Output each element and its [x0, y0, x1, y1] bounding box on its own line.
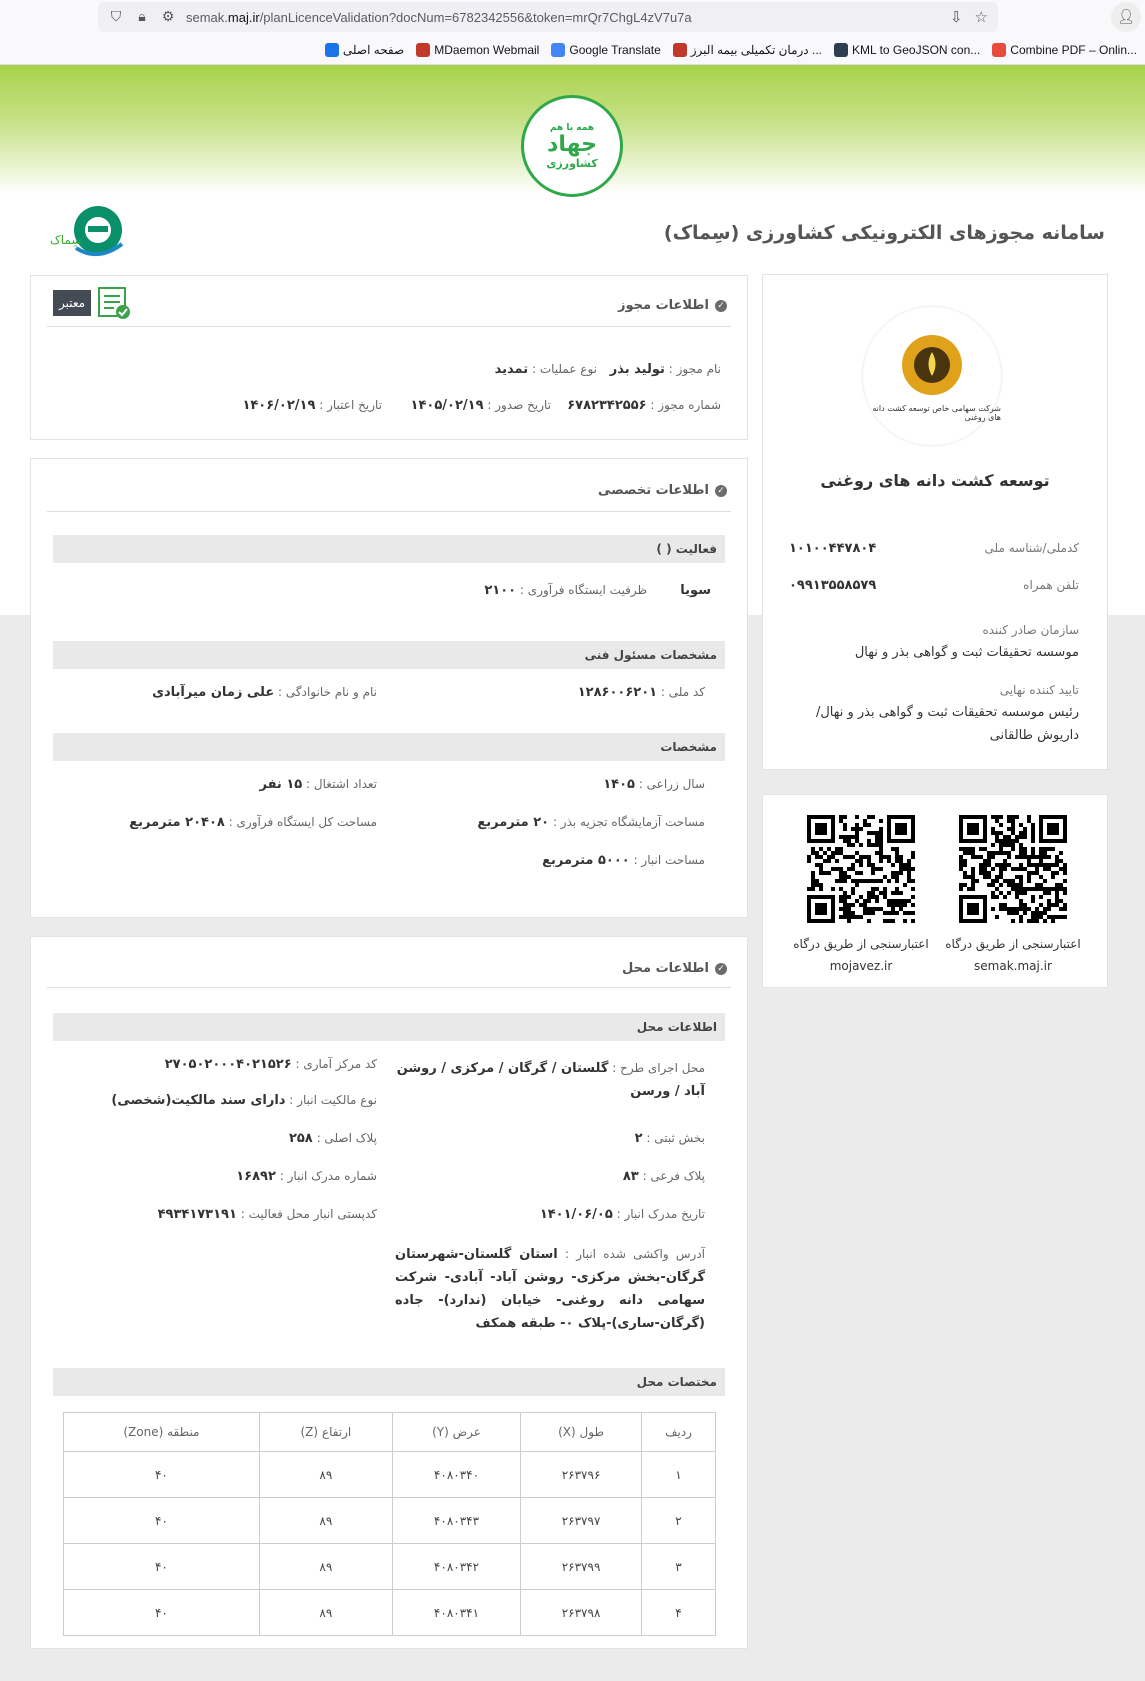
- coordinates-bar: مختصات محل: [53, 1368, 725, 1396]
- table-cell: ۲۶۳۷۹۹: [521, 1544, 642, 1590]
- table-cell: ۸۹: [259, 1544, 392, 1590]
- organization-name: توسعه کشت دانه های روغنی: [820, 471, 1050, 490]
- ownership-type-field: نوع مالکیت انبار : دارای سند مالکیت(شخصی): [111, 1093, 377, 1108]
- table-header: ردیف: [642, 1413, 716, 1452]
- qr-caption-mojavez: اعتبارسنجی از طریق درگاه mojavez.ir: [793, 937, 929, 973]
- approver-label: تایید کننده نهایی: [999, 683, 1079, 697]
- page-title: سامانه مجوزهای الکترونیکی کشاورزی (سِماک): [663, 222, 1105, 244]
- table-cell: ۲۶۳۷۹۷: [521, 1498, 642, 1544]
- check-circle-icon: ✓: [715, 300, 727, 312]
- bookmark-favicon-icon: [416, 43, 430, 57]
- table-cell: ۲: [642, 1498, 716, 1544]
- table-cell: ۲۶۳۷۹۸: [521, 1590, 642, 1636]
- lab-area-field: مساحت آزمایشگاه تجزیه بذر : ۲۰ مترمربع: [477, 815, 705, 830]
- table-header: عرض (Y): [392, 1413, 520, 1452]
- crop-year-field: سال زراعی : ۱۴۰۵: [603, 777, 705, 792]
- approver-value: رئیس موسسه تحقیقات ثبت و گواهی بذر و نهال/ داریوش طالقانی: [815, 705, 1079, 743]
- table-cell: ۴۰: [64, 1544, 260, 1590]
- browser-chrome: [0, 0, 1145, 65]
- license-name-field: نام مجوز : تولید بذر: [609, 362, 721, 377]
- sunflower-icon: [897, 330, 967, 400]
- table-cell: ۸۹: [259, 1590, 392, 1636]
- license-number-field: شماره مجوز : ۶۷۸۲۳۴۲۵۵۶: [567, 398, 721, 413]
- qr-card: [762, 794, 1108, 988]
- table-cell: ۴۰۸۰۳۴۱: [392, 1590, 520, 1636]
- jahad-keshavarzi-logo: همه با هم جهاد کشاورزی: [521, 95, 623, 197]
- organization-logo-text: شرکت سهامی خاص توسعه کشت دانه های روغنی: [872, 404, 1001, 422]
- table-row: [64, 1544, 716, 1590]
- bookmark-favicon-icon: [834, 43, 848, 57]
- bookmark-item[interactable]: [325, 43, 404, 57]
- bookmark-favicon-icon: [992, 43, 1006, 57]
- crop-field: سویا: [680, 583, 711, 598]
- table-row: [64, 1452, 716, 1498]
- organization-logo: [863, 307, 1001, 445]
- warehouse-address-field: آدرس واکشی شده انبار : استان گلستان-شهرستان گرگان-بخش مرکزی- روشن آباد- آبادی- شرکت سهامی دانه روغنی- خیابان (ندارد)- جاده (گرگان-ساری)-پلاک ۰- طبقه همکف: [395, 1247, 705, 1331]
- svg-text:سِماک: سِماک: [50, 233, 82, 247]
- registry-section-field: بخش ثبتی : ۲: [634, 1131, 705, 1146]
- bookmark-item[interactable]: [834, 43, 980, 57]
- technical-officer-bar: مشخصات مسئول فنی: [53, 641, 725, 669]
- lock-icon[interactable]: 🔒︎: [138, 9, 146, 25]
- bookmark-item[interactable]: [992, 43, 1137, 57]
- qr-caption-semak: اعتبارسنجی از طریق درگاه semak.maj.ir: [945, 937, 1081, 973]
- organization-card: [762, 274, 1108, 770]
- table-header: منطقه (Zone): [64, 1413, 260, 1452]
- coordinates-table: [63, 1412, 716, 1636]
- download-page-icon[interactable]: ⇩: [949, 8, 963, 26]
- specialized-info-heading: ✓ اطلاعات تخصصی: [598, 483, 727, 498]
- activity-bar: فعالیت ( ): [53, 535, 725, 563]
- table-cell: ۴۰۸۰۳۴۲: [392, 1544, 520, 1590]
- table-row: [64, 1498, 716, 1544]
- table-cell: ۳: [642, 1544, 716, 1590]
- bookmark-label: Google Translate: [569, 43, 661, 57]
- national-id-value: ۱۰۱۰۰۴۴۷۸۰۴: [789, 541, 877, 556]
- permissions-icon[interactable]: ⚙: [161, 9, 175, 25]
- check-circle-icon: ✓: [715, 485, 727, 497]
- bookmark-favicon-icon: [325, 43, 339, 57]
- license-info-heading: ✓ اطلاعات مجوز: [618, 298, 727, 313]
- national-code-field: کد ملی : ۱۲۸۶۰۰۶۲۰۱: [577, 685, 705, 700]
- operation-type-field: نوع عملیات : تمدید: [494, 362, 597, 377]
- table-row: [64, 1590, 716, 1636]
- warehouse-area-field: مساحت انبار : ۵۰۰۰ مترمربع: [542, 853, 705, 868]
- bookmark-item[interactable]: [416, 43, 539, 57]
- bookmark-item[interactable]: [673, 43, 822, 57]
- bookmark-label: KML to GeoJSON con...: [852, 43, 981, 57]
- address-bar[interactable]: [98, 2, 998, 32]
- bookmark-label: Combine PDF – Onlin...: [1010, 43, 1137, 57]
- phone-value: ۰۹۹۱۳۵۵۸۵۷۹: [789, 578, 877, 593]
- document-valid-icon: [97, 286, 131, 320]
- national-id-label: کدملی/شناسه ملی: [984, 541, 1079, 555]
- postal-code-field: کدپستی انبار محل فعالیت : ۴۹۳۴۱۷۳۱۹۱: [157, 1207, 377, 1222]
- license-info-card: [30, 275, 748, 440]
- phone-label: تلفن همراه: [1023, 578, 1079, 592]
- table-cell: ۴۰: [64, 1498, 260, 1544]
- table-cell: ۴۰: [64, 1452, 260, 1498]
- semak-logo: [32, 204, 132, 264]
- specialized-info-card: [30, 458, 748, 918]
- project-location-field: محل اجرای طرح : گلستان / گرگان / مرکزی / روشن آباد / ورسن: [396, 1061, 705, 1099]
- bookmark-favicon-icon: [673, 43, 687, 57]
- url-text[interactable]: semak.maj.ir/planLicenceValidation?docNum=6782342556&token=mrQr7ChgL4zV7u7a: [186, 9, 692, 25]
- shield-icon[interactable]: ⛉: [110, 9, 122, 25]
- table-header: طول (X): [521, 1413, 642, 1452]
- bookmarks-bar: [0, 38, 1145, 62]
- table-cell: ۴: [642, 1590, 716, 1636]
- warehouse-doc-number-field: شماره مدرک انبار : ۱۶۸۹۲: [236, 1169, 377, 1184]
- account-icon[interactable]: 👤︎: [1111, 2, 1141, 32]
- bookmark-item[interactable]: [551, 43, 660, 57]
- validity-date-field: تاریخ اعتبار : ۱۴۰۶/۰۲/۱۹: [242, 398, 382, 413]
- status-badge: معتبر: [53, 290, 91, 316]
- check-circle-icon: ✓: [715, 963, 727, 975]
- table-cell: ۴۰: [64, 1590, 260, 1636]
- location-info-card: [30, 936, 748, 1649]
- bookmark-star-icon[interactable]: ☆: [974, 8, 988, 26]
- location-info-heading: ✓ اطلاعات محل: [622, 961, 727, 976]
- main-plaque-field: پلاک اصلی : ۲۵۸: [288, 1131, 377, 1146]
- table-cell: ۱: [642, 1452, 716, 1498]
- capacity-field: ظرفیت ایستگاه فرآوری : ۲۱۰۰: [484, 583, 647, 598]
- table-cell: ۴۰۸۰۳۴۳: [392, 1498, 520, 1544]
- bookmark-label: درمان تکمیلی بیمه البرز ...: [690, 43, 822, 57]
- station-area-field: مساحت کل ایستگاه فرآوری : ۲۰۴۰۸ مترمربع: [129, 815, 377, 830]
- statistical-code-field: کد مرکز آماری : ۲۷۰۵۰۲۰۰۰۴۰۲۱۵۲۶: [164, 1057, 377, 1072]
- table-cell: ۴۰۸۰۳۴۰: [392, 1452, 520, 1498]
- location-bar: اطلاعات محل: [53, 1013, 725, 1041]
- table-cell: ۸۹: [259, 1498, 392, 1544]
- issuer-value: موسسه تحقیقات ثبت و گواهی بذر و نهال: [854, 645, 1079, 660]
- table-cell: ۸۹: [259, 1452, 392, 1498]
- bookmark-favicon-icon: [551, 43, 565, 57]
- issue-date-field: تاریخ صدور : ۱۴۰۵/۰۲/۱۹: [410, 398, 551, 413]
- table-cell: ۲۶۳۷۹۶: [521, 1452, 642, 1498]
- bookmark-label: MDaemon Webmail: [434, 43, 540, 57]
- bookmark-label: صفحه اصلی: [342, 43, 405, 57]
- qr-code-mojavez: [807, 815, 915, 923]
- issuer-label: سازمان صادر کننده: [982, 623, 1079, 637]
- specs-bar: مشخصات: [53, 733, 725, 761]
- warehouse-doc-date-field: تاریخ مدرک انبار : ۱۴۰۱/۰۶/۰۵: [539, 1207, 705, 1222]
- table-header: ارتفاع (Z): [259, 1413, 392, 1452]
- sub-plaque-field: پلاک فرعی : ۸۳: [622, 1169, 705, 1184]
- qr-code-semak: [959, 815, 1067, 923]
- employees-field: تعداد اشتغال : ۱۵ نفر: [259, 777, 377, 792]
- full-name-field: نام و نام خانوادگی : علی زمان میرآبادی: [152, 685, 377, 700]
